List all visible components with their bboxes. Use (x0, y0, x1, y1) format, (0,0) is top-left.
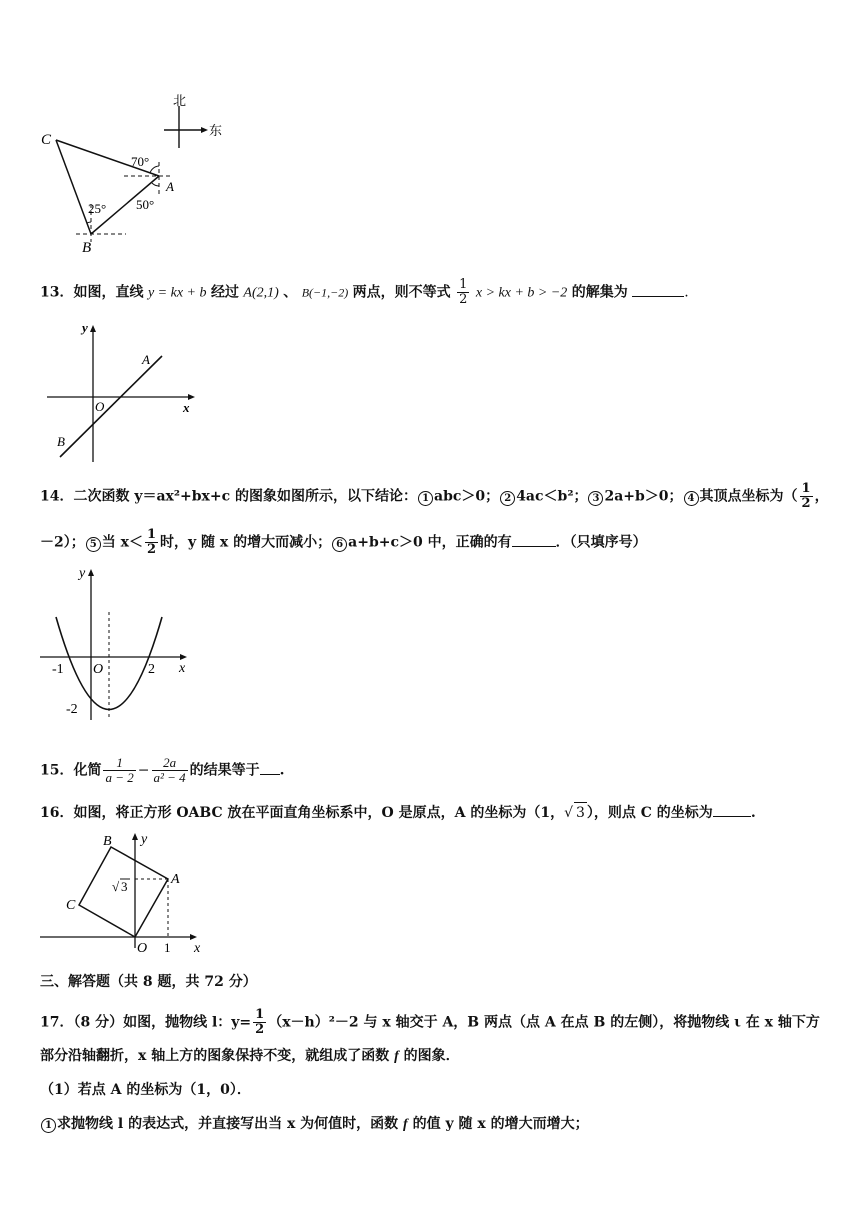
fig13-point-a-label: A (142, 352, 150, 367)
figure-16-square-graph (38, 828, 213, 956)
q13-frac-num: 1 (459, 277, 468, 292)
fig13-y-label: y (82, 320, 88, 335)
q13-suffix: 的解集为 (571, 284, 628, 301)
fig16-y-label: y (141, 832, 148, 847)
q14-circle-2: 2 (500, 491, 515, 506)
q15-minus: − (137, 762, 150, 779)
fig16-sqrt-sign: √ (112, 879, 120, 894)
q16-sqrt-sign: √ (564, 805, 573, 821)
q16-suffix: ），则点 C 的坐标为 (586, 805, 713, 821)
question-13 (40, 278, 840, 307)
q14-circle-6: 6 (332, 537, 347, 552)
q15-answer-blank[interactable] (260, 760, 280, 775)
q17-function-f: f (394, 1049, 399, 1064)
fig16-y-arrow (132, 833, 138, 840)
figure-13-line-graph (44, 320, 199, 465)
q14-frac1-num: 1 (801, 481, 811, 496)
q15-suffix: 的结果等于 (189, 762, 260, 779)
q13-point-a: A(2,1) (243, 285, 279, 301)
q17-frac-den: 2 (255, 1022, 265, 1037)
vertex-b-label: B (82, 240, 92, 256)
q14-statement-3: 2a+b＞0； (604, 488, 683, 505)
q17-line2-b: 的图象． (403, 1048, 460, 1064)
q14-frac1-den: 2 (801, 496, 811, 511)
question-17-line-1 (40, 1008, 840, 1037)
side-cb (56, 140, 91, 234)
q14-circle-1: 1 (418, 491, 433, 506)
q17-part1-q-b: 的值 y 随 x 的增大而增大； (412, 1116, 589, 1132)
fig14-origin-label: O (93, 662, 104, 677)
fig16-sqrt3-value: 3 (121, 879, 128, 894)
figure-14-parabola-graph (36, 562, 196, 722)
fig14-min-neg2-label: -2 (66, 702, 78, 717)
fig16-vertex-c-label: C (66, 898, 76, 913)
q14-end: ．（只填序号） (555, 534, 647, 551)
fig13-x-label: x (183, 400, 190, 415)
fig14-root-2-label: 2 (148, 662, 155, 677)
q14-circle-3: 3 (588, 491, 603, 506)
question-15 (40, 756, 840, 785)
q14-statement-4: 其顶点坐标为（ (699, 488, 798, 505)
fig13-origin-label: O (95, 399, 105, 414)
question-17-line-2 (40, 1046, 840, 1067)
fig13-line-ab (60, 356, 162, 457)
q15-f2-num: 2a (152, 756, 188, 771)
east-label: 东 (209, 124, 223, 139)
q15-fraction-1 (103, 756, 135, 785)
q16-prefix: 16．如图，将正方形 OABC 放在平面直角坐标系中，O 是原点，A 的坐标为（1， (40, 805, 565, 821)
fig14-x-arrow (180, 654, 187, 660)
question-14-line-2 (40, 528, 840, 557)
angle-70-label: 70° (131, 154, 150, 169)
q16-sqrt-value: 3 (574, 802, 587, 823)
fig16-vertex-b-label: B (103, 834, 112, 849)
vertex-c-label: C (41, 132, 52, 148)
question-16 (40, 802, 840, 823)
q17-fraction (253, 1008, 266, 1037)
q13-frac-den: 2 (459, 292, 468, 307)
q14-answer-blank[interactable] (512, 532, 556, 547)
fig14-root-neg1-label: -1 (52, 662, 64, 677)
q15-prefix: 15．化简 (40, 762, 102, 779)
east-arrow-head (201, 127, 208, 133)
vertex-a-label: A (166, 179, 174, 194)
fig16-x-label: x (194, 941, 201, 956)
fig14-y-arrow (88, 569, 94, 576)
q15-end: . (279, 762, 285, 779)
q13-answer-blank[interactable] (632, 282, 684, 297)
question-17-part-1-sub-1 (40, 1114, 840, 1135)
q14-statement-1: abc＞0； (434, 488, 500, 505)
q14-intro: 14．二次函数 y＝ax²+bx+c 的图象如图所示，以下结论： (40, 488, 418, 505)
fig16-origin-label: O (137, 941, 148, 956)
q13-mid1: 经过 (210, 284, 239, 301)
q14-frac2-den: 2 (146, 542, 157, 557)
question-17-part-1: （1）若点 A 的坐标为（1，0）． (40, 1082, 251, 1098)
q15-fraction-2 (152, 756, 188, 785)
q17-circle-1: 1 (41, 1118, 56, 1133)
q14-statement-6: a+b+c＞0 中，正确的有 (348, 534, 512, 551)
q14-vertex-fraction (800, 482, 813, 511)
q14-statement-5b: 时，y 随 x 的增大而减小； (160, 534, 332, 551)
angle-25-label: 25° (88, 201, 107, 216)
q17-rest: （x－h）²－2 与 x 轴交于 A，B 两点（点 A 在点 B 的左侧），将抛物线 ι 在 x 轴下方 (268, 1014, 820, 1031)
fig14-x-label: x (179, 661, 186, 676)
north-label: 北 (173, 94, 187, 109)
angle-arc-25 (87, 222, 91, 223)
fig13-point-b-label: B (57, 434, 65, 449)
q13-sep: 、 (283, 284, 298, 301)
q17-line2-a: 部分沿轴翻折，x 轴上方的图象保持不变，就组成了函数 (40, 1048, 390, 1064)
q14-x-fraction (145, 528, 158, 557)
q13-end: . (684, 284, 689, 301)
angle-arc-50 (152, 183, 159, 186)
angle-50-label: 50° (136, 197, 155, 212)
q16-end: . (750, 805, 756, 821)
q17-prefix: 17．（8 分）如图，抛物线 l：y= (40, 1014, 252, 1031)
fig16-x-arrow (190, 934, 197, 940)
q14-statement-2: 4ac＜b²； (516, 488, 588, 505)
q15-f1-num: 1 (103, 756, 135, 771)
q14-circle-4: 4 (684, 491, 699, 506)
q16-answer-blank[interactable] (713, 802, 751, 817)
compass-triangle-figure (36, 92, 236, 257)
q13-prefix: 13．如图，直线 (40, 284, 144, 301)
q15-f1-den: a − 2 (105, 770, 134, 785)
q14-line2-start: －2）； (40, 534, 85, 551)
q17-function-f-2: f (403, 1117, 408, 1132)
angle-arc-70 (150, 166, 159, 173)
section-3-header: 三、解答题（共 8 题，共 72 分） (40, 974, 257, 990)
q13-inequality: x > kx + b > −2 (475, 285, 568, 301)
fig16-tick-1-label: 1 (164, 940, 171, 955)
q14-circle-5: 5 (86, 537, 101, 552)
q14-frac2-num: 1 (146, 527, 157, 542)
q17-frac-num: 1 (255, 1007, 265, 1022)
q13-mid2: 两点，则不等式 (352, 284, 451, 301)
question-14-line-1 (40, 482, 840, 511)
q14-statement-4b: ， (814, 488, 829, 505)
q13-equation: y = kx + b (147, 285, 207, 301)
q15-f2-den: a² − 4 (153, 770, 186, 785)
q13-point-b: B(−1,−2) (301, 285, 349, 300)
fig13-y-arrow (90, 325, 96, 332)
fig16-vertex-a-label: A (171, 872, 180, 887)
fig14-y-label: y (79, 566, 86, 581)
q14-statement-5: 当 x＜ (101, 534, 143, 551)
q17-part1-q-a: 求抛物线 l 的表达式，并直接写出当 x 为何值时，函数 (57, 1116, 399, 1132)
q13-fraction (457, 278, 469, 307)
